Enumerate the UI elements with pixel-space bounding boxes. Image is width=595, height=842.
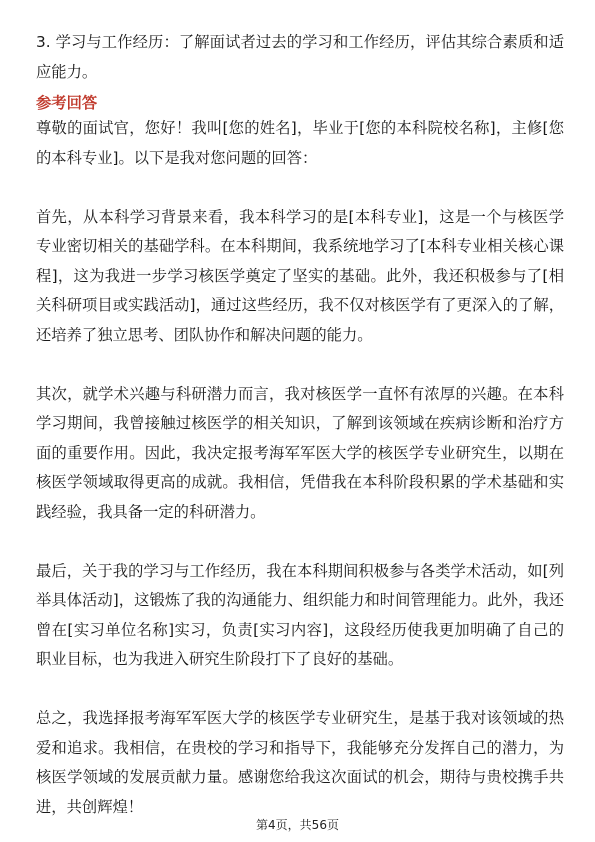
paragraph-spacer xyxy=(36,350,564,380)
answer-heading: 参考回答 xyxy=(36,94,98,112)
paragraph-spacer xyxy=(36,173,564,203)
section-item-3: 3. 学习与工作经历：了解面试者过去的学习和工作经历，评估其综合素质和适应能力。 xyxy=(36,33,564,81)
paragraph-greeting: 尊敬的面试官，您好！我叫[您的姓名]，毕业于[您的本科院校名称]，主修[您的本科专业]。以下是我对您问题的回答： xyxy=(36,119,564,167)
page-number-footer: 第4页，共56页 xyxy=(256,818,339,832)
paragraph-second: 其次，就学术兴趣与科研潜力而言，我对核医学一直怀有浓厚的兴趣。在本科学习期间，我曾接触过核医学的相关知识，了解到该领域在疾病诊断和治疗方面的重要作用。因此，我决定报考海军军医大学的核医学专业研究生，以期在核医学领域取得更高的成就。我相信，凭借我在本科阶段积累的学术基础和实践经验，我具备一定的科研潜力。 xyxy=(36,384,564,521)
paragraph-spacer xyxy=(36,527,564,557)
paragraph-third: 最后，关于我的学习与工作经历，我在本科期间积极参与各类学术活动，如[列举具体活动]，这锻炼了我的沟通能力、组织能力和时间管理能力。此外，我还曾在[实习单位名称]实习，负责[实习内容]，这段经历使我更加明确了自己的职业目标，也为我进入研究生阶段打下了良好的基础。 xyxy=(36,561,564,668)
document-body xyxy=(36,28,564,822)
paragraph-spacer xyxy=(36,675,564,705)
paragraph-conclusion: 总之，我选择报考海军军医大学的核医学专业研究生，是基于我对该领域的热爱和追求。我相信，在贵校的学习和指导下，我能够充分发挥自己的潜力，为核医学领域的发展贡献力量。感谢您给我这次面试的机会，期待与贵校携手共进，共创辉煌！ xyxy=(36,709,564,816)
paragraph-first: 首先，从本科学习背景来看，我本科学习的是[本科专业]，这是一个与核医学专业密切相关的基础学科。在本科期间，我系统地学习了[本科专业相关核心课程]，这为我进一步学习核医学奠定了坚实的基础。此外，我还积极参与了[相关科研项目或实践活动]，通过这些经历，我不仅对核医学有了更深入的了解，还培养了独立思考、团队协作和解决问题的能力。 xyxy=(36,207,564,344)
